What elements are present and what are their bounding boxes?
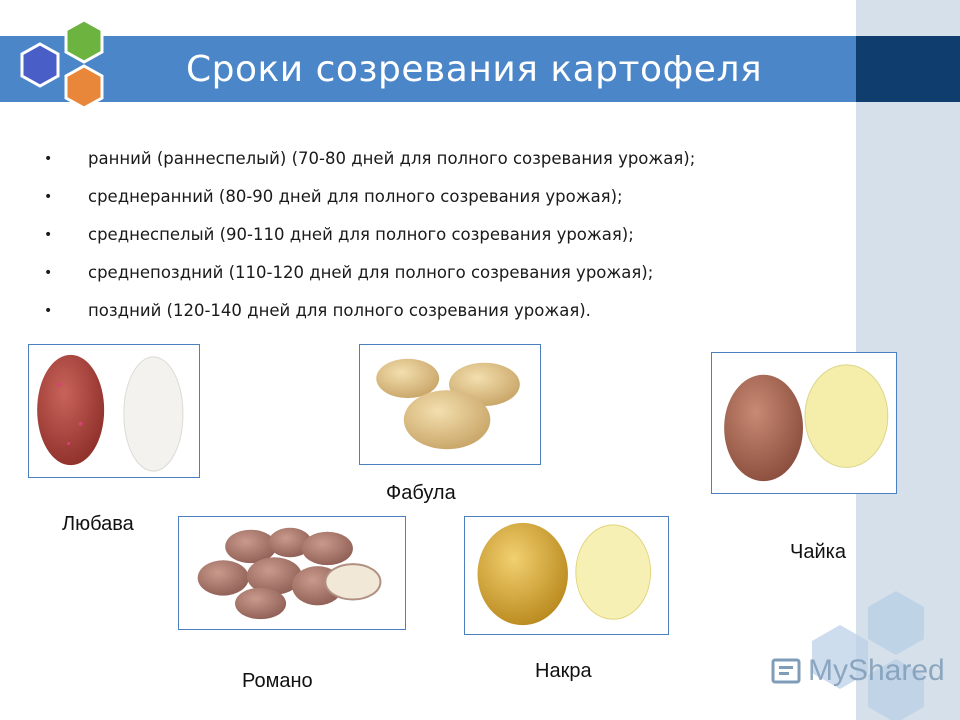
- title-bar-accent: [856, 36, 960, 102]
- list-item: [44, 216, 844, 254]
- list-item: [44, 140, 844, 178]
- list-item-text: ранний (раннеспелый) (70-80 дней для полного созревания урожая);: [88, 149, 696, 168]
- hexagon-decoration-icon: [800, 585, 960, 720]
- bullet-icon: •: [44, 303, 53, 319]
- bullet-icon: •: [44, 227, 53, 243]
- photo-chaika: [711, 352, 897, 494]
- photo-romano: [178, 516, 406, 630]
- caption-lyubava: Любава: [62, 513, 134, 535]
- photo-fabula: [359, 344, 541, 465]
- list-item: [44, 292, 844, 330]
- list-item-text: поздний (120-140 дней для полного созревания урожая).: [88, 301, 591, 320]
- potato-image: [712, 353, 896, 493]
- potato-image: [179, 517, 405, 629]
- caption-romano: Романо: [242, 670, 313, 692]
- list-item-text: среднепоздний (110-120 дней для полного созревания урожая);: [88, 263, 654, 282]
- list-item-text: среднеспелый (90-110 дней для полного созревания урожая);: [88, 225, 634, 244]
- list-item: [44, 254, 844, 292]
- bullet-icon: •: [44, 151, 53, 167]
- brand-name: MyShared: [808, 654, 945, 687]
- bullet-icon: •: [44, 189, 53, 205]
- potato-image: [29, 345, 199, 477]
- ripening-periods-list: [44, 140, 844, 330]
- list-item: [44, 178, 844, 216]
- myshared-logo-icon: [770, 654, 804, 688]
- slide-title: Сроки созревания картофеля: [186, 49, 763, 90]
- myshared-watermark: [770, 654, 945, 688]
- caption-chaika: Чайка: [790, 541, 846, 563]
- potato-image: [465, 517, 668, 634]
- caption-fabula: Фабула: [386, 482, 456, 504]
- photo-lyubava: [28, 344, 200, 478]
- photo-nakra: [464, 516, 669, 635]
- bullet-icon: •: [44, 265, 53, 281]
- list-item-text: среднеранний (80-90 дней для полного созревания урожая);: [88, 187, 623, 206]
- hexagon-logo-icon: [6, 18, 116, 118]
- potato-image: [360, 345, 540, 464]
- caption-nakra: Накра: [535, 660, 592, 682]
